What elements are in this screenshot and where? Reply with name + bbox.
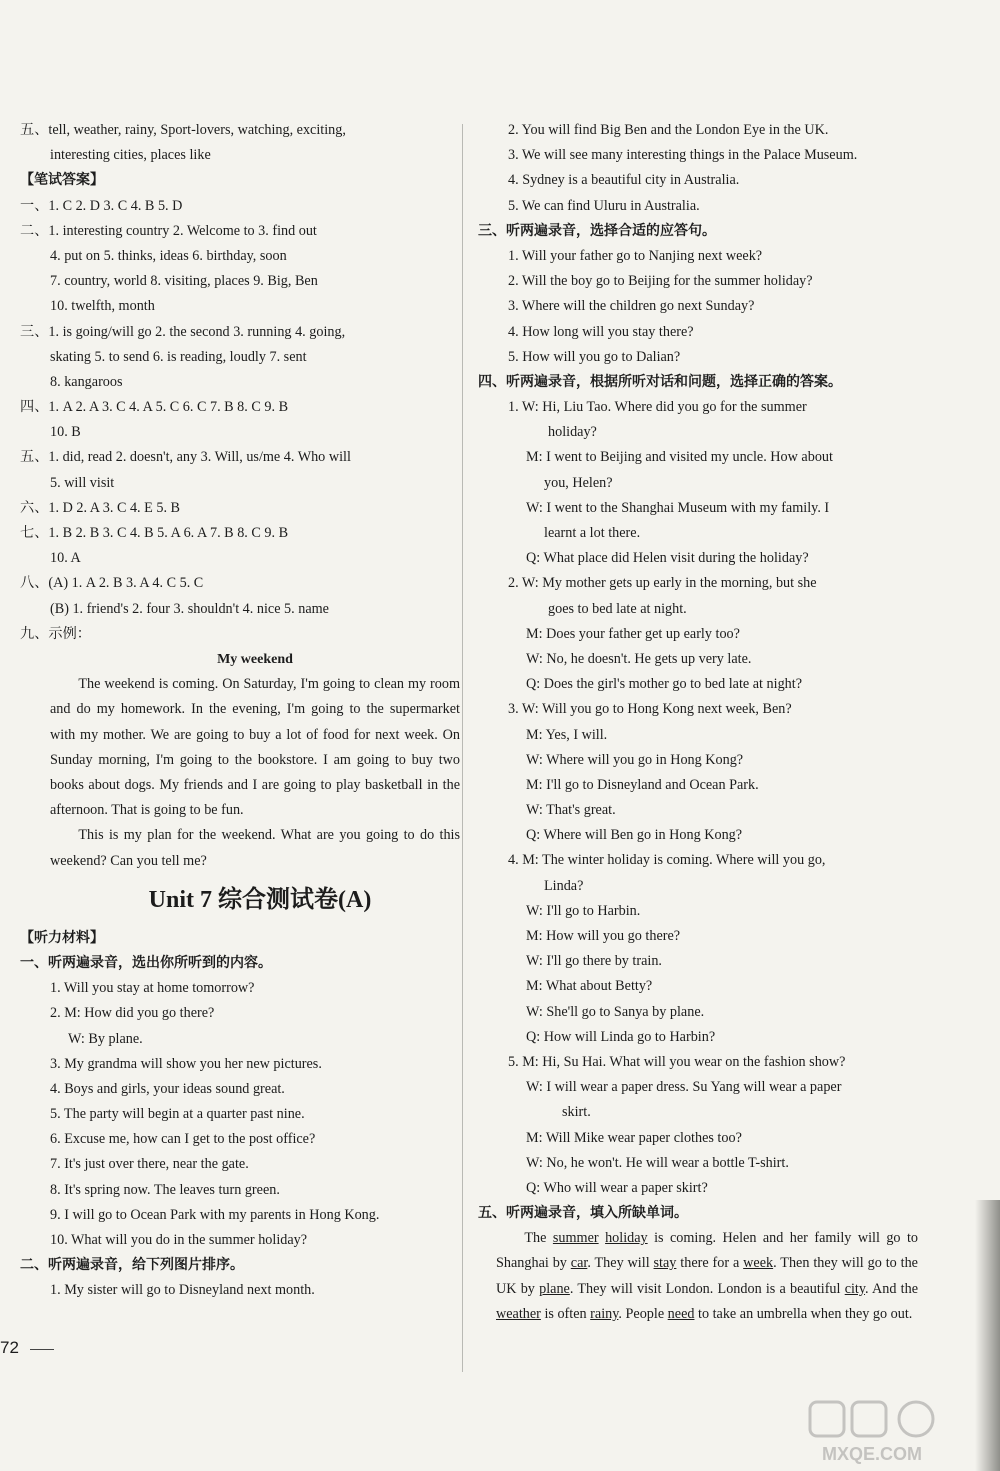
section-heading: 一、听两遍录音，选出你所听到的内容。 [20, 955, 272, 971]
dialogue-line: W: I went to the Shanghai Museum with my family. I [526, 499, 830, 516]
dialogue-line: goes to bed late at night. [548, 600, 687, 617]
listening-item: 7. It's just over there, near the gate. [50, 1156, 249, 1173]
answer-line: 三、1. is going/will go 2. the second 3. running 4. going, [20, 323, 346, 340]
essay-paragraph: This is my plan for the weekend. What are you going to do this weekend? Can you tell me? [50, 827, 460, 869]
listening-item: 2. Will the boy go to Beijing for the summer holiday? [508, 273, 813, 290]
dialogue-line: M: What about Betty? [526, 978, 653, 995]
listening-item: W: By plane. [68, 1030, 143, 1047]
answer-line: 7. country, world 8. visiting, places 9. Big, Ben [50, 273, 318, 290]
listening-item: 4. Boys and girls, your ideas sound great. [50, 1080, 285, 1097]
answer-line: 七、1. B 2. B 3. C 4. B 5. A 6. A 7. B 8. C 9. B [20, 525, 289, 541]
passage-text: is often [540, 1305, 591, 1322]
passage-text: . They will [587, 1255, 654, 1272]
dialogue-line: 3. W: Will you go to Hong Kong next week, Ben? [508, 701, 792, 718]
right-column [478, 118, 918, 1327]
fill-in-passage [496, 1226, 918, 1327]
dialogue-line: M: I went to Beijing and visited my uncle. How about [526, 449, 833, 466]
answer-line: 二、1. interesting country 2. Welcome to 3. find out [20, 222, 317, 239]
answer-line: 4. put on 5. thinks, ideas 6. birthday, soon [50, 247, 287, 264]
dialogue-line: Q: Does the girl's mother go to bed late at night? [526, 676, 802, 693]
dialogue-line: W: No, he won't. He will wear a bottle T-shirt. [526, 1154, 789, 1171]
essay-title: My weekend [217, 651, 293, 667]
filled-word: car [570, 1255, 588, 1272]
answer-line: 5. will visit [50, 474, 115, 491]
listening-item: 1. Will you stay at home tomorrow? [50, 980, 255, 997]
filled-word: stay [653, 1255, 677, 1272]
answer-line: 九、示例： [20, 625, 91, 642]
listening-item: 9. I will go to Ocean Park with my parents in Hong Kong. [50, 1206, 380, 1223]
dialogue-line: M: Yes, I will. [526, 726, 608, 743]
listening-item: 3. Where will the children go next Sunday? [508, 298, 755, 315]
dialogue-line: W: I'll go to Harbin. [526, 902, 641, 919]
page-number-dash [30, 1349, 54, 1350]
filled-word: city [844, 1280, 866, 1297]
scan-shadow [975, 1200, 1000, 1471]
filled-word: rainy [590, 1305, 619, 1322]
listening-item: 6. Excuse me, how can I get to the post office? [50, 1131, 316, 1148]
page-number: 72 [0, 1338, 19, 1357]
answer-line: 四、1. A 2. A 3. C 4. A 5. C 6. C 7. B 8. C 9. B [20, 399, 289, 416]
section-heading-written: 【笔试答案】 [20, 173, 104, 189]
answer-line: 六、1. D 2. A 3. C 4. E 5. B [20, 499, 181, 516]
passage-text: . Then they will go to the UK by [496, 1255, 918, 1297]
dialogue-line: M: Will Mike wear paper clothes too? [526, 1129, 742, 1146]
listening-item: 3. My grandma will show you her new pictures. [50, 1055, 322, 1072]
passage-text: The [524, 1230, 553, 1247]
listening-item: 10. What will you do in the summer holiday? [50, 1232, 308, 1248]
listening-item: 4. Sydney is a beautiful city in Australia. [508, 172, 740, 189]
listening-item: 1. My sister will go to Disneyland next month. [50, 1282, 315, 1299]
dialogue-line: Q: What place did Helen visit during the holiday? [526, 550, 809, 567]
filled-word: holiday [605, 1230, 648, 1247]
passage-text: . They will visit London. London is a beautiful [569, 1280, 845, 1297]
answer-line: 五、1. did, read 2. doesn't, any 3. Will, us/me 4. Who will [20, 449, 351, 466]
passage-text: to take an umbrella when they go out. [694, 1305, 913, 1322]
dialogue-line: W: I will wear a paper dress. Su Yang will wear a paper [526, 1079, 842, 1096]
filled-word: plane [539, 1280, 570, 1297]
answer-line: interesting cities, places like [50, 147, 211, 164]
dialogue-line: W: Where will you go in Hong Kong? [526, 751, 744, 768]
section-heading-listening: 【听力材料】 [20, 930, 104, 946]
listening-item: 4. How long will you stay there? [508, 323, 694, 340]
answer-line: 10. B [50, 424, 81, 441]
dialogue-line: Linda? [544, 877, 584, 894]
section-heading: 三、听两遍录音，选择合适的应答句。 [478, 223, 716, 239]
answer-line: skating 5. to send 6. is reading, loudly 7. sent [50, 348, 307, 365]
listening-item: 2. M: How did you go there? [50, 1005, 215, 1022]
listening-item: 2. You will find Big Ben and the London Eye in the UK. [508, 122, 829, 138]
passage-text: is coming. Helen and her family will go to Shanghai by [496, 1230, 919, 1272]
answer-line: 10. twelfth, month [50, 298, 155, 315]
listening-item: 3. We will see many interesting things in the Palace Museum. [508, 147, 858, 164]
listening-item: 5. The party will begin at a quarter past nine. [50, 1106, 305, 1123]
dialogue-line: holiday? [548, 424, 597, 441]
listening-item: 5. How will you go to Dalian? [508, 348, 681, 365]
listening-item: 5. We can find Uluru in Australia. [508, 197, 700, 214]
essay [50, 672, 460, 874]
dialogue-line: 5. M: Hi, Su Hai. What will you wear on the fashion show? [508, 1053, 846, 1070]
answer-line: 8. kangaroos [50, 373, 123, 390]
answer-line: 10. A [50, 550, 81, 567]
dialogue-line: Q: Where will Ben go in Hong Kong? [526, 827, 743, 844]
dialogue-line: W: She'll go to Sanya by plane. [526, 1003, 705, 1020]
column-divider [462, 124, 463, 1372]
dialogue-line: M: I'll go to Disneyland and Ocean Park. [526, 776, 759, 793]
dialogue-line: M: Does your father get up early too? [526, 625, 740, 642]
dialogue-line: W: No, he doesn't. He gets up very late. [526, 650, 752, 667]
answer-line: 八、(A) 1. A 2. B 3. A 4. C 5. C [20, 575, 204, 592]
unit-title: Unit 7 综合测试卷(A) [148, 886, 372, 913]
dialogue-line: M: How will you go there? [526, 928, 681, 944]
dialogue-line: you, Helen? [544, 474, 613, 491]
section-heading: 四、听两遍录音，根据所听对话和问题，选择正确的答案。 [478, 374, 842, 390]
passage-text: . And the [865, 1280, 918, 1297]
filled-word: week [743, 1255, 774, 1272]
listening-item: 1. Will your father go to Nanjing next week? [508, 247, 763, 264]
dialogue-line: 2. W: My mother gets up early in the morning, but she [508, 575, 817, 592]
essay-paragraph: The weekend is coming. On Saturday, I'm going to clean my room and do my homework. In the evening, I'm going to the supermarket with my mother. We are going to buy a lot of food for next week. On Sunday morning, I'm going to the bookstore. I am going to buy two books about dogs. My friends and I are going to play basketball in the afternoon. That is going to be fun. [50, 676, 460, 819]
filled-word: need [667, 1305, 695, 1322]
filled-word: weather [496, 1305, 541, 1322]
svg-text:MXQE.COM: MXQE.COM [822, 1444, 923, 1464]
answer-line: 五、tell, weather, rainy, Sport-lovers, watching, exciting, [20, 122, 346, 138]
section-heading: 二、听两遍录音，给下列图片排序。 [20, 1258, 244, 1274]
filled-word: summer [552, 1230, 599, 1247]
answer-line: 一、1. C 2. D 3. C 4. B 5. D [20, 197, 183, 214]
section-heading: 五、听两遍录音，填入所缺单词。 [478, 1206, 688, 1222]
passage-text: . People [618, 1305, 668, 1322]
dialogue-line: learnt a lot there. [544, 525, 641, 541]
answer-line: (B) 1. friend's 2. four 3. shouldn't 4. nice 5. name [50, 600, 329, 617]
dialogue-line: W: That's great. [526, 802, 616, 819]
passage-text: there for a [676, 1255, 744, 1272]
dialogue-line: 1. W: Hi, Liu Tao. Where did you go for the summer [508, 399, 807, 416]
dialogue-line: 4. M: The winter holiday is coming. Where will you go, [508, 852, 826, 869]
dialogue-line: W: I'll go there by train. [526, 953, 662, 970]
left-column [20, 118, 460, 1304]
listening-item: 8. It's spring now. The leaves turn green. [50, 1181, 280, 1198]
watermark-logo [808, 1398, 976, 1466]
dialogue-line: Q: How will Linda go to Harbin? [526, 1028, 716, 1045]
dialogue-line: skirt. [562, 1104, 591, 1121]
dialogue-line: Q: Who will wear a paper skirt? [526, 1179, 708, 1196]
